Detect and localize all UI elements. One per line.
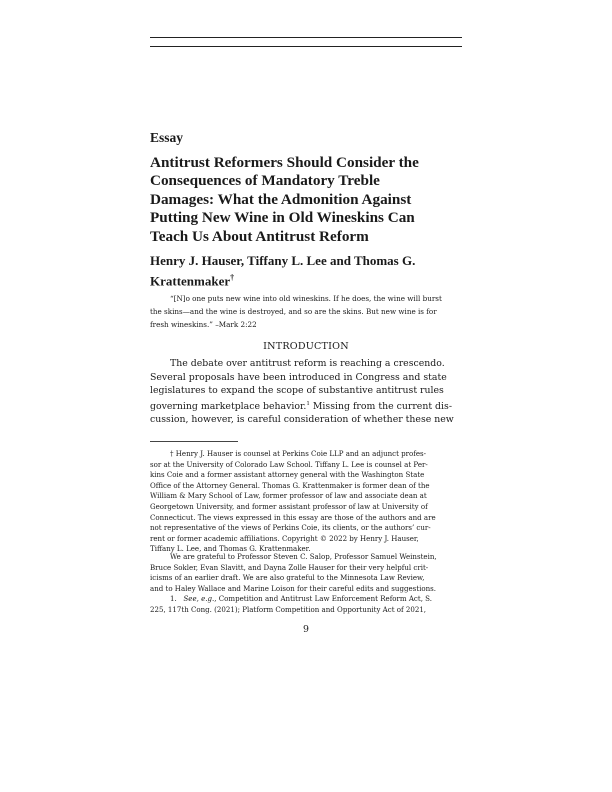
footnote-line: † Henry J. Hauser is counsel at Perkins Coie LLP and an adjunct profes-	[170, 449, 427, 458]
body-line: legislatures to expand the scope of substantive antitrust rules	[150, 385, 444, 397]
citation-signal: See, e.g.	[183, 594, 215, 603]
citation-text: , Competition and Antitrust Law Enforcement Reform Act, S.	[214, 594, 432, 603]
intro-paragraph	[150, 357, 462, 427]
footnote-line: kins Coie and a former assistant attorney general with the Washington State	[150, 470, 425, 480]
title-line: Consequences of Mandatory Treble	[150, 172, 380, 190]
epigraph-line: “[N]o one puts new wine into old wineskins. If he does, the wine will burst	[170, 294, 442, 303]
epigraph-line: fresh wineskins.” –Mark 2:22	[150, 320, 257, 329]
title-line: Teach Us About Antitrust Reform	[150, 227, 369, 245]
author-name: Krattenmaker	[150, 273, 231, 289]
footnote-rule	[150, 441, 238, 442]
footnote-line: William & Mary School of Law, former professor of law and associate dean at	[150, 491, 427, 501]
title-line: Antitrust Reformers Should Consider the	[150, 154, 419, 171]
body-text: Missing from the current dis-	[309, 400, 452, 412]
footnote-line: sor at the University of Colorado Law School. Tiffany L. Lee is counsel at Per-	[150, 459, 428, 469]
footnote-number: 1.	[170, 594, 177, 603]
body-line: cussion, however, is careful consideration of whether these new	[150, 414, 454, 426]
epigraph	[150, 292, 462, 331]
footnote-line	[150, 594, 462, 605]
footnote-acknowledgments	[150, 552, 462, 594]
footnote-dagger	[150, 449, 462, 555]
header-rule-top	[150, 37, 462, 38]
footnote-line: 225, 117th Cong. (2021); Platform Competition and Opportunity Act of 2021,	[150, 604, 427, 614]
title-line: Damages: What the Admonition Against	[150, 190, 412, 208]
body-line	[150, 398, 462, 414]
epigraph-line: the skins—and the wine is destroyed, and so are the skins. But new wine is for	[150, 307, 437, 316]
author-footnote-mark[interactable]: †	[230, 273, 235, 282]
footnote-line: Georgetown University, and former assistant professor of law at University of	[150, 501, 428, 511]
body-text: governing marketplace behavior.	[150, 400, 307, 412]
author-line	[150, 269, 462, 289]
author-line: Henry J. Hauser, Tiffany L. Lee and Thomas G.	[150, 253, 416, 268]
title-line: Putting New Wine in Old Wineskins Can	[150, 209, 415, 227]
footnote-line: not representative of the views of Perkins Coie, its clients, or the authors’ cur-	[150, 523, 431, 533]
section-heading: INTRODUCTION	[263, 341, 349, 352]
header-rule-bottom	[150, 46, 462, 47]
footnote-line: Bruce Sokler, Evan Slavitt, and Dayna Zolle Hauser for their very helpful crit-	[150, 562, 429, 572]
footnote-line: Tiffany L. Lee, and Thomas G. Krattenmaker.	[150, 544, 311, 554]
section-label: Essay	[150, 130, 184, 145]
footnote-1	[150, 594, 462, 615]
footnote-line: We are grateful to Professor Steven C. Salop, Professor Samuel Weinstein,	[170, 552, 437, 561]
author-block	[150, 252, 462, 289]
body-line: The debate over antitrust reform is reaching a crescendo.	[170, 358, 445, 369]
footnote-line: and to Haley Wallace and Marine Loison for their careful edits and suggestions.	[150, 583, 436, 593]
footnote-line: rent or former academic affiliations. Copyright © 2022 by Henry J. Hauser,	[150, 533, 419, 543]
footnote-line: Connecticut. The views expressed in this essay are those of the authors and are	[150, 512, 436, 522]
body-line: Several proposals have been introduced in Congress and state	[150, 371, 447, 383]
footnote-line: icisms of an earlier draft. We are also grateful to the Minnesota Law Review,	[150, 573, 425, 583]
footnote-ref-1[interactable]: 1	[306, 400, 310, 407]
page-number: 9	[303, 624, 309, 635]
footnote-line: Office of the Attorney General. Thomas G. Krattenmaker is former dean of the	[150, 480, 430, 490]
article-title	[150, 154, 462, 246]
